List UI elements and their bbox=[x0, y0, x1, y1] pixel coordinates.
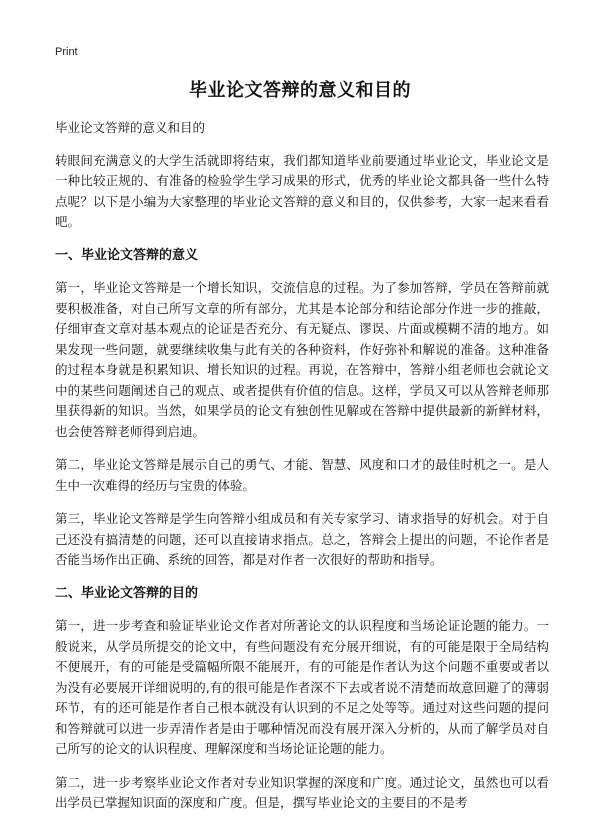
document-subtitle: 毕业论文答辩的意义和目的 bbox=[55, 120, 206, 135]
paragraph: 第二，进一步考察毕业论文作者对专业知识掌握的深度和广度。通过论文，虽然也可以看出学员已掌握知识面的深度和广度。但是，撰写毕业论文的主要目的不是考 bbox=[55, 774, 549, 810]
paragraph: 第一，毕业论文答辩是一个增长知识，交流信息的过程。为了参加答辩，学员在答辩前就要积极准备，对自己所写文章的所有部分，尤其是本论部分和结论部分作进一步的推敲，仔细审查文章对基本观点的论证是否充分、有无疑点、谬误、片面或模糊不清的地方。如果发现一些问题，就要继续收集与此有关的各种资料，作好弥补和解说的准备。这种准备的过程本身就是积累知识、增长知识的过程。再说，在答辩中，答辩小组老师也会就论文中的某些问题阐述自己的观点、或者提供有价值的信息。这样，学员又可以从答辩老师那里获得新的知识。当然，如果学员的论文有独创性见解或在答辩中提供最新的新鲜材料，也会使答辩老师得到启迪。 bbox=[55, 280, 549, 439]
paragraph: 第三，毕业论文答辩是学生向答辩小组成员和有关专家学习、请求指导的好机会。对于自己还没有搞清楚的问题，还可以直接请求指点。总之，答辩会上提出的问题，不论作者是否能当场作出正确、系统的回答，都是对作者一次很好的帮助和指导。 bbox=[55, 511, 549, 567]
intro-paragraph: 转眼间充满意义的大学生活就即将结束，我们都知道毕业前要通过毕业论文，毕业论文是一种比较正规的、有准备的检验学生学习成果的形式，优秀的毕业论文都具备一些什么特点呢？以下是小编为大家整理的毕业论文答辩的意义和目的，仅供参考，大家一起来看看吧。 bbox=[55, 152, 549, 229]
document-body bbox=[55, 118, 549, 827]
paragraph: 第二，毕业论文答辩是展示自己的勇气、才能、智慧、风度和口才的最佳时机之一。是人生中一次难得的经历与宝贵的体验。 bbox=[55, 457, 549, 493]
section-heading-significance: 一、毕业论文答辩的意义 bbox=[55, 247, 199, 263]
print-label: Print bbox=[55, 46, 78, 58]
document-title: 毕业论文答辩的意义和目的 bbox=[189, 80, 411, 101]
paragraph: 第一，进一步考查和验证毕业论文作者对所著论文的认识程度和当场论证论题的能力。一般说来，从学员所提交的论文中，有些问题没有充分展开细说，有的可能是限于全局结构不便展开，有的可能是受篇幅所限不能展开，有的可能是作者认为这个问题不重要或者以为没有必要展开详细说明的,有的很可能是作者深不下去或者说不清楚而故意回避了的薄弱环节，有的还可能是作者自己根本就没有认识到的不足之处等等。通过对这些问题的提问和答辩就可以进一步弄清作者是由于哪种情况而没有展开深入分析的，从而了解学员对自己所写的论文的认识程度、理解深度和当场论证论题的能力。 bbox=[55, 618, 549, 756]
section-heading-purpose: 二、毕业论文答辩的目的 bbox=[55, 585, 199, 601]
